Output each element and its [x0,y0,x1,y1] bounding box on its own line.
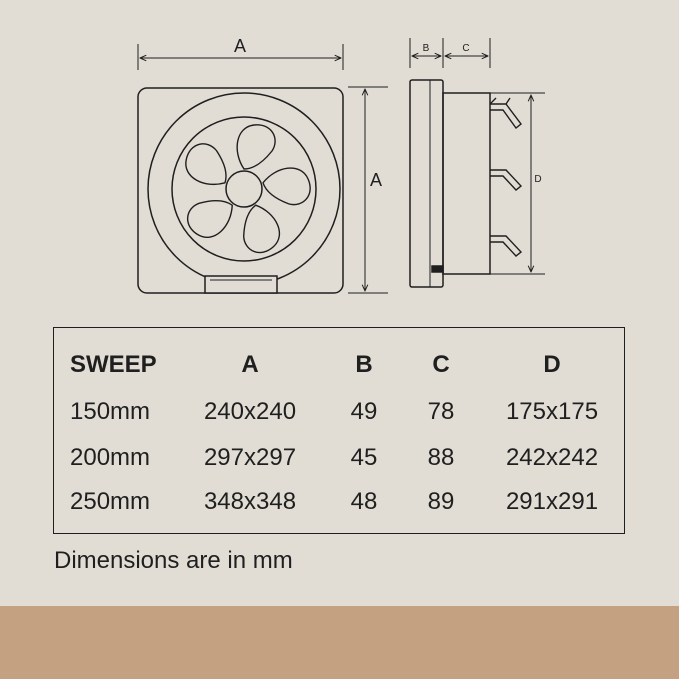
row-1-c: 78 [427,398,455,425]
front-width-label: A [233,36,247,56]
side-depth-b-label: B [422,43,430,54]
header-b: B [355,351,373,378]
row-3-sweep: 250mm [70,488,151,515]
side-depth-c-label: C [462,43,470,54]
row-3-a: 348x348 [203,488,297,515]
fan-switch-box [205,276,277,293]
row-1-a: 240x240 [203,398,297,425]
dimension-table [53,327,625,534]
side-switch-tab [432,266,443,272]
row-3-b: 48 [350,488,378,515]
fan-hub [226,171,262,207]
row-2-sweep: 200mm [70,444,151,471]
row-3-c: 89 [427,488,455,515]
header-a: A [241,351,259,378]
row-1-b: 49 [350,398,378,425]
side-front-panel [410,80,443,287]
bottom-color-band [0,606,679,679]
header-sweep: SWEEP [70,351,157,378]
row-1-d: 175x175 [505,398,599,425]
front-height-label: A [369,170,383,190]
fan-dimension-diagram [0,0,679,310]
side-view [410,38,545,287]
header-c: C [432,351,450,378]
row-2-b: 45 [350,444,378,471]
side-height-label: D [534,174,542,185]
row-3-d: 291x291 [505,488,599,515]
row-2-d: 242x242 [505,444,599,471]
front-view [138,44,388,293]
header-d: D [543,351,561,378]
side-louver-clips [490,98,521,256]
row-2-c: 88 [427,444,455,471]
side-motor-body [443,93,490,274]
row-2-a: 297x297 [203,444,297,471]
row-1-sweep: 150mm [70,398,151,425]
units-footnote: Dimensions are in mm [54,547,293,574]
